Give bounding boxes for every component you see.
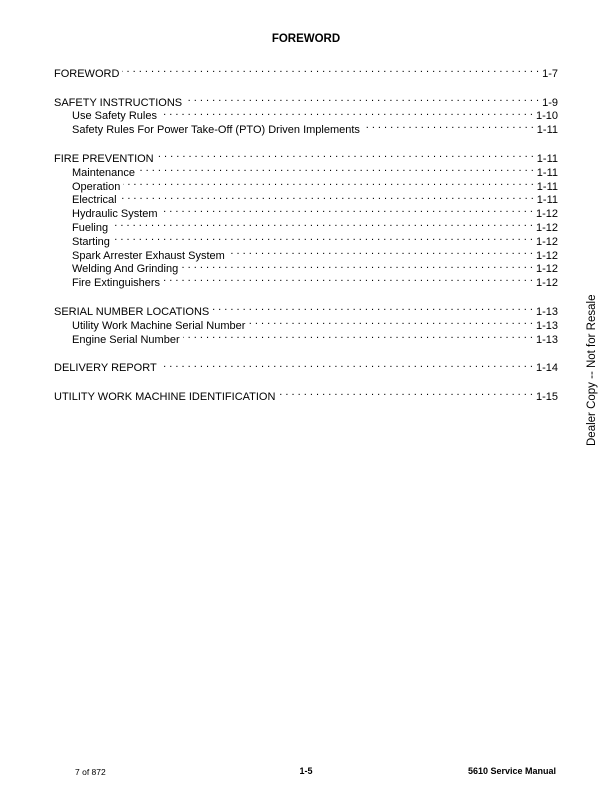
toc-subentry-label: Starting: [72, 235, 110, 248]
toc-subentry-label: Hydraulic System: [72, 208, 158, 221]
toc-subentry-label: Engine Serial Number: [72, 333, 180, 346]
toc-subentry-label: Utility Work Machine Serial Number: [72, 319, 246, 332]
toc-entry[interactable]: [54, 301, 558, 318]
dot-leader: [122, 63, 539, 77]
toc-subentry[interactable]: [54, 245, 558, 262]
dot-leader: [163, 272, 533, 286]
dot-leader: [212, 301, 533, 315]
toc-section-fire-prevention: [54, 148, 558, 290]
dot-leader: [111, 217, 533, 231]
dot-leader: [123, 176, 533, 190]
toc-entry[interactable]: [54, 358, 558, 375]
dot-leader: [160, 358, 533, 372]
toc-entry[interactable]: [54, 148, 558, 165]
toc-entry-page: 1-7: [542, 67, 558, 80]
dot-leader: [185, 92, 539, 106]
dot-leader: [120, 190, 534, 204]
dot-leader: [363, 119, 534, 133]
toc-subentry-label: Fueling: [72, 221, 109, 234]
toc-entry-label: SERIAL NUMBER LOCATIONS: [54, 305, 210, 318]
toc-subentry-page: 1-11: [536, 180, 558, 193]
dot-leader: [248, 315, 533, 329]
toc-entry-label: SAFETY INSTRUCTIONS: [54, 96, 183, 109]
dot-leader: [181, 259, 533, 273]
toc-subentry-label: Electrical: [72, 194, 117, 207]
toc-subentry[interactable]: [54, 176, 558, 193]
toc-subentry-label: Use Safety Rules: [72, 110, 157, 123]
toc-subentry-page: 1-11: [536, 166, 558, 179]
toc-subentry-page: 1-12: [535, 235, 558, 248]
toc-subentry[interactable]: [54, 217, 558, 234]
dot-leader: [157, 148, 534, 162]
toc-subentry-page: 1-13: [535, 333, 558, 346]
toc-section-utility-work-machine-identification: [54, 386, 558, 404]
toc-entry-label: FOREWORD: [54, 67, 120, 80]
toc-subentry-label: Safety Rules For Power Take-Off (PTO) Driven Implements: [72, 124, 360, 137]
toc-subentry-page: 1-12: [535, 277, 558, 290]
toc-subentry-label: Spark Arrester Exhaust System: [72, 249, 225, 262]
toc-subentry-page: 1-11: [536, 124, 558, 137]
toc-subentry-label: Maintenance: [72, 166, 135, 179]
toc-entry-page: 1-9: [542, 96, 558, 109]
dot-leader: [228, 245, 533, 259]
toc-entry[interactable]: [54, 63, 558, 80]
toc-subentry-page: 1-12: [535, 221, 558, 234]
page-title: FOREWORD: [271, 33, 341, 45]
dot-leader: [160, 106, 533, 120]
toc-entry-page: 1-15: [535, 391, 558, 404]
toc-subentry-label: Welding And Grinding: [72, 263, 179, 276]
dealer-copy-watermark: Dealer Copy -- Not for Resale: [586, 294, 598, 446]
toc-section-safety-instructions: [54, 92, 558, 137]
dot-leader: [183, 329, 533, 343]
footer-page-count: 7 of 872: [75, 767, 106, 777]
dot-leader: [113, 231, 533, 245]
toc-entry-page: 1-13: [535, 305, 558, 318]
footer-page-number: 1-5: [299, 766, 313, 776]
table-of-contents: [54, 63, 558, 415]
toc-subentry-page: 1-12: [535, 249, 558, 262]
toc-subentry[interactable]: [54, 190, 558, 207]
dot-leader: [138, 162, 534, 176]
toc-subentry-page: 1-13: [535, 319, 558, 332]
toc-entry[interactable]: [54, 92, 558, 109]
toc-subentry-page: 1-10: [535, 110, 558, 123]
toc-subentry-page: 1-11: [536, 194, 558, 207]
toc-entry-label: UTILITY WORK MACHINE IDENTIFICATION: [54, 391, 276, 404]
toc-entry-page: 1-14: [535, 362, 558, 375]
toc-section-delivery-report: [54, 358, 558, 375]
toc-subentry[interactable]: [54, 231, 558, 248]
toc-subentry-page: 1-12: [535, 208, 558, 221]
dot-leader: [161, 203, 533, 217]
toc-entry-label: DELIVERY REPORT: [54, 362, 157, 375]
toc-entry[interactable]: [54, 386, 558, 404]
toc-subentry[interactable]: [54, 203, 558, 221]
toc-entry-label: FIRE PREVENTION: [54, 152, 154, 165]
footer-manual-title: 5610 Service Manual: [467, 766, 556, 776]
toc-section-serial-number-locations: [54, 301, 558, 346]
toc-entry-page: 1-11: [536, 152, 558, 165]
toc-subentry-label: Operation: [72, 180, 121, 193]
toc-subentry-page: 1-12: [535, 263, 558, 276]
toc-subentry-label: Fire Extinguishers: [72, 277, 161, 290]
dot-leader: [278, 386, 533, 400]
toc-section-foreword: [54, 63, 558, 80]
